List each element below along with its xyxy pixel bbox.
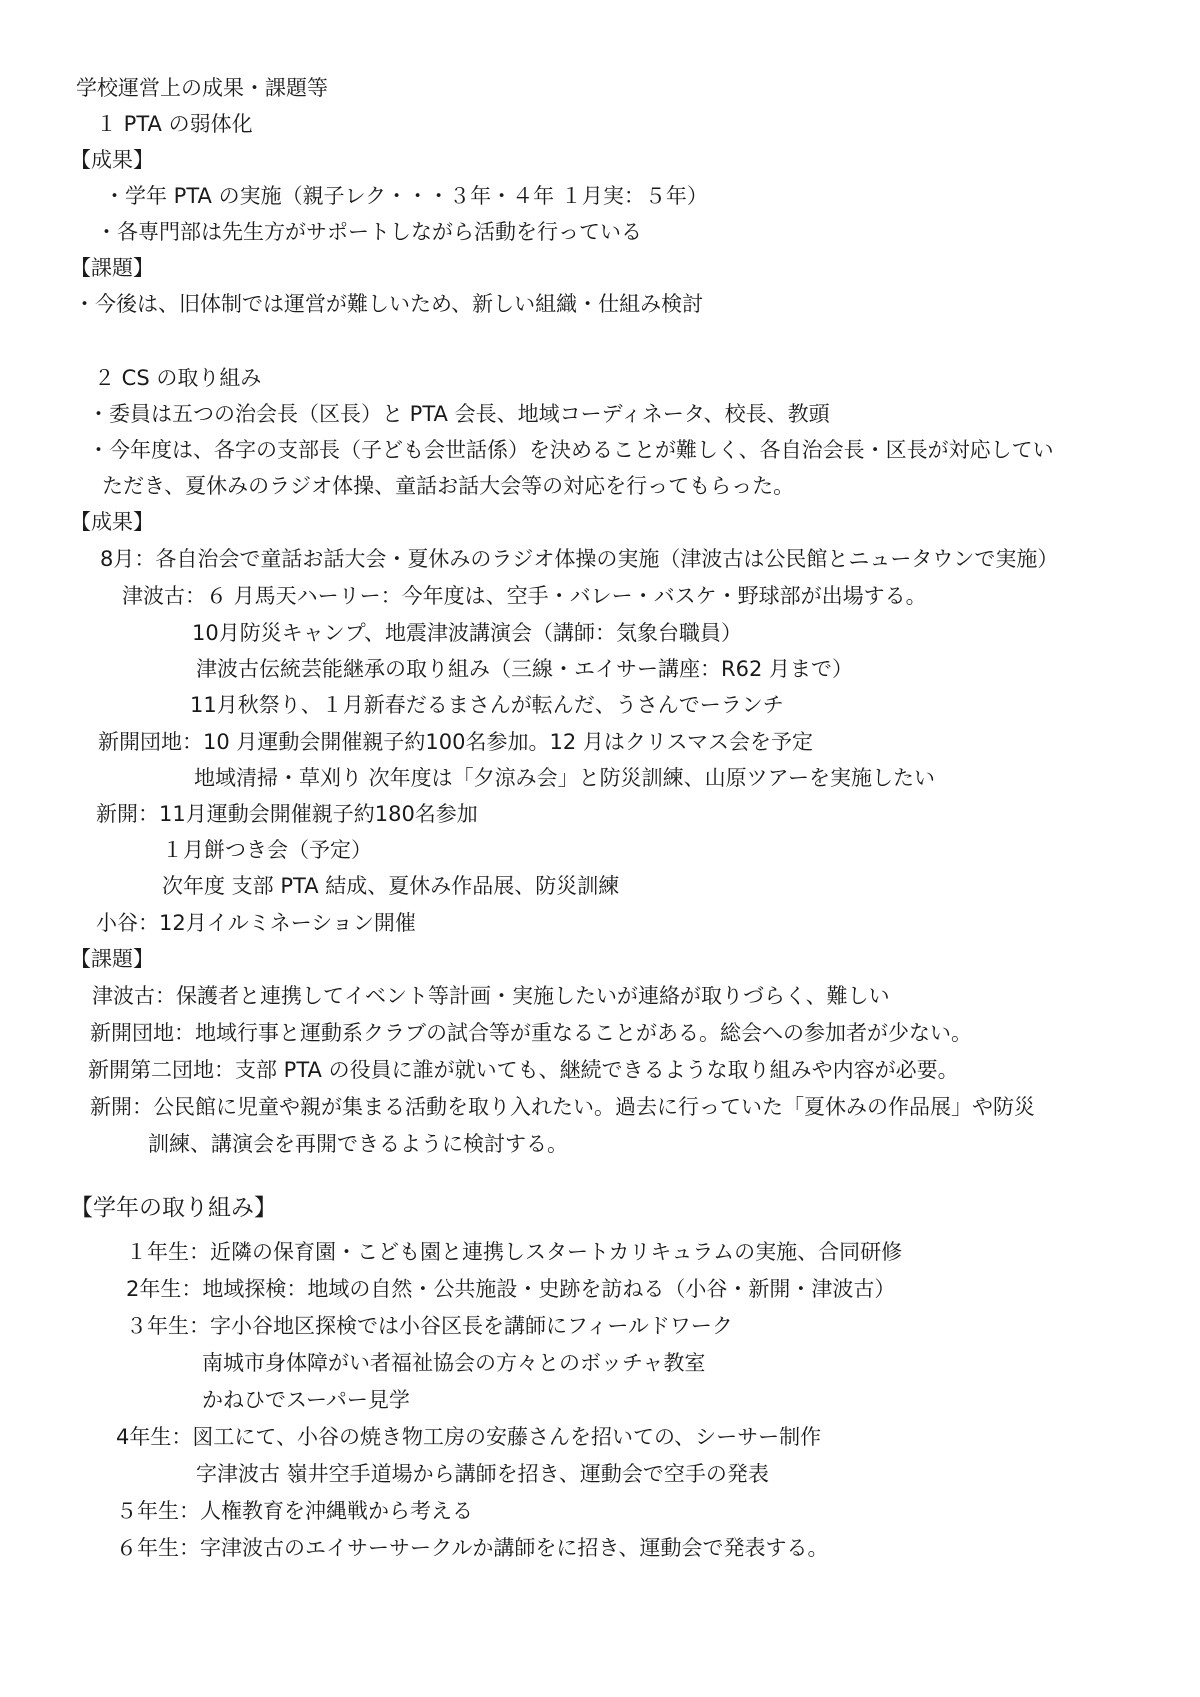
section1-issues-label: 【課題】	[70, 256, 154, 280]
section1-heading: １ PTA の弱体化	[96, 112, 253, 136]
section2-result-line: 11月秋祭り、１月新春だるまさんが転んだ、うさんでーランチ	[190, 693, 784, 717]
section2-result-line: 8月：各自治会で童話お話大会・夏休みのラジオ体操の実施（津波古は公民館とニュータウンで実施）	[100, 547, 1059, 571]
section2-note-line: ただき、夏休みのラジオ体操、童話お話大会等の対応を行ってもらった。	[102, 474, 795, 498]
section1-issue-line: ・今後は、旧体制では運営が難しいため、新しい組織・仕組み検討	[74, 292, 704, 316]
section2-note-line: ・委員は五つの治会長（区長）と PTA 会長、地域コーディネータ、校長、教頭	[88, 402, 830, 426]
section2-result-line: 津波古伝統芸能継承の取り組み（三線・エイサー講座：R62 月まで）	[196, 657, 853, 681]
section2-note-line: ・今年度は、各字の支部長（子ども会世話係）を決めることが難しく、各自治会長・区長が対応してい	[88, 438, 1054, 462]
grade-activity-line: １年生：近隣の保育園・こども園と連携しスタートカリキュラムの実施、合同研修	[126, 1240, 903, 1264]
section3-heading: 【学年の取り組み】	[70, 1195, 277, 1221]
section2-result-line: 津波古：６ 月馬天ハーリー：今年度は、空手・バレー・バスケ・野球部が出場する。	[122, 584, 927, 608]
section2-heading: ２ CS の取り組み	[94, 366, 262, 390]
section1-results-label: 【成果】	[70, 148, 154, 172]
section2-result-line: 地域清掃・草刈り 次年度は「夕涼み会」と防災訓練、山原ツアーを実施したい	[194, 766, 936, 790]
section2-issue-line: 新開団地：地域行事と運動系クラブの試合等が重なることがある。総会への参加者が少ない。	[90, 1021, 972, 1045]
grade-activity-line: 4年生：図工にて、小谷の焼き物工房の安藤さんを招いての、シーサー制作	[116, 1425, 822, 1449]
section2-result-line: 小谷：12月イルミネーション開催	[96, 911, 416, 935]
section2-result-line: 新開：11月運動会開催親子約180名参加	[96, 802, 478, 826]
grade-activity-line: ３年生：字小谷地区探検では小谷区長を講師にフィールドワーク	[126, 1314, 733, 1338]
section2-issue-line: 訓練、講演会を再開できるように検討する。	[148, 1132, 568, 1156]
grade-activity-line: ６年生：字津波古のエイサーサークルか講師をに招き、運動会で発表する。	[116, 1536, 829, 1560]
grade-activity-line: かねひでスーパー見学	[202, 1388, 410, 1412]
section2-issue-line: 津波古：保護者と連携してイベント等計画・実施したいが連絡が取りづらく、難しい	[92, 984, 890, 1008]
section1-result-line: ・学年 PTA の実施（親子レク・・・３年・４年 １月実：５年）	[104, 184, 708, 208]
section2-result-line: 次年度 支部 PTA 結成、夏休み作品展、防災訓練	[162, 874, 620, 898]
grade-activity-line: ５年生：人権教育を沖縄戦から考える	[116, 1499, 473, 1523]
grade-activity-line: 字津波古 嶺井空手道場から講師を招き、運動会で空手の発表	[196, 1462, 769, 1486]
section2-issue-line: 新開第二団地：支部 PTA の役員に誰が就いても、継続できるような取り組みや内容が必要。	[88, 1058, 959, 1082]
section1-result-line: ・各専門部は先生方がサポートしながら活動を行っている	[96, 220, 642, 244]
section2-issue-line: 新開：公民館に児童や親が集まる活動を取り入れたい。過去に行っていた「夏休みの作品展」や防災	[90, 1095, 1035, 1119]
section2-result-line: 新開団地：10 月運動会開催親子約100名参加。12 月はクリスマス会を予定	[98, 730, 814, 754]
section2-result-line: 10月防災キャンプ、地震津波講演会（講師：気象台職員）	[192, 621, 743, 645]
section2-issues-label: 【課題】	[70, 947, 154, 971]
grade-activity-line: 2年生：地域探検：地域の自然・公共施設・史跡を訪ねる（小谷・新開・津波古）	[126, 1277, 896, 1301]
document-title: 学校運営上の成果・課題等	[76, 76, 328, 100]
grade-activity-line: 南城市身体障がい者福祉協会の方々とのボッチャ教室	[202, 1351, 706, 1375]
section2-result-line: １月餅つき会（予定）	[162, 838, 372, 862]
section2-results-label: 【成果】	[70, 510, 154, 534]
